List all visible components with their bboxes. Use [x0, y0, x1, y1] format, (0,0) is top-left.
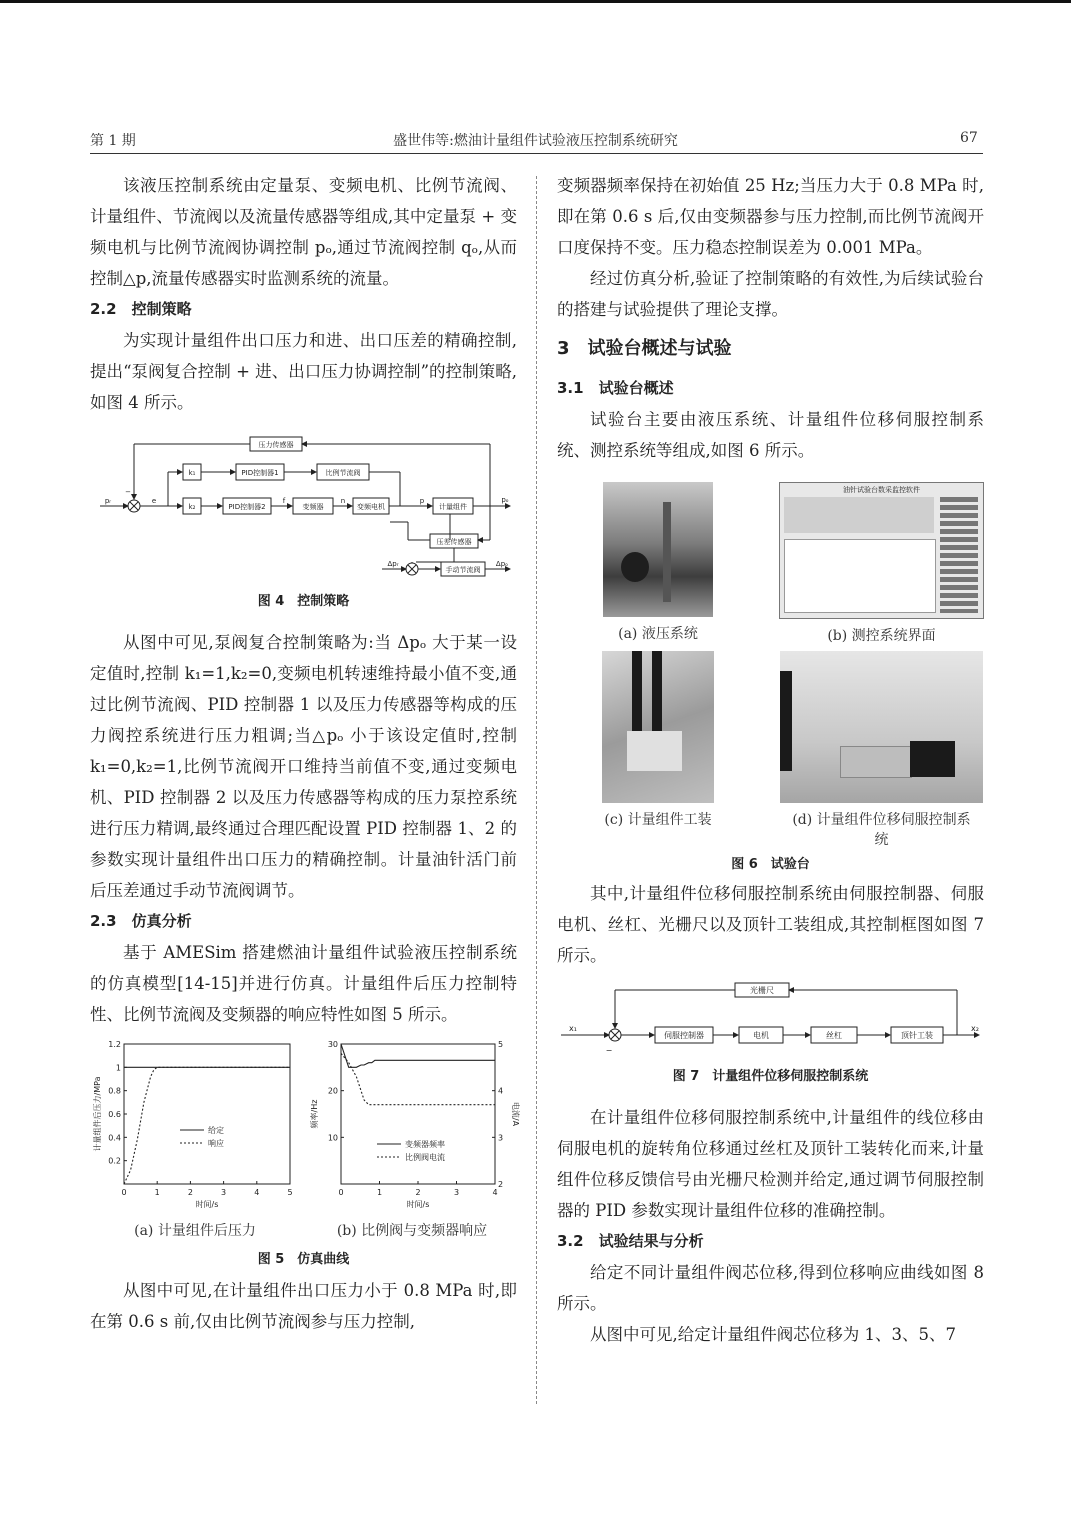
- x-tick-label: 1: [154, 1188, 160, 1197]
- legend-label: 给定: [208, 1126, 224, 1135]
- paragraph: 试验台主要由液压系统、计量组件位移伺服控制系统、测控系统等组成,如图 6 所示。: [557, 410, 984, 460]
- paragraph: 变频器频率保持在初始值 25 Hz;当压力大于 0.8 MPa 时,即在第 0.6 s 后,仅由变频器参与压力控制,而比例节流阀开口度保持不变。压力稳态控制误差为 0.001 MPa。: [557, 176, 984, 257]
- figure-7: [557, 981, 984, 1084]
- block-manual-valve: 手动节流阀: [445, 566, 481, 574]
- block-motor: 电机: [753, 1031, 769, 1040]
- section-heading-3: 3 试验台概述与试验: [557, 338, 732, 359]
- block-tooling: 顶针工装: [901, 1031, 933, 1040]
- block-pid1: PID控制器1: [241, 469, 279, 477]
- label-input: pᵣ: [104, 497, 112, 505]
- y-tick-label: 1: [115, 1063, 121, 1073]
- figure-4-caption: 图 4 控制策略: [257, 594, 350, 609]
- x-tick-label: 0: [121, 1188, 127, 1197]
- legend-label: 变频器频率: [405, 1140, 445, 1149]
- paragraph: 经过仿真分析,验证了控制策略的有效性,为后续试验台的搭建与试验提供了理论支撑。: [557, 269, 984, 319]
- figure-6b-caption: (b) 测控系统界面: [827, 628, 936, 644]
- y-tick-label: 0.6: [108, 1110, 121, 1119]
- y-tick-label: 0.8: [108, 1086, 121, 1096]
- figure-6-caption: 图 6 试验台: [731, 857, 810, 872]
- section-heading-3-2: 3.2 试验结果与分析: [557, 1232, 704, 1250]
- x-tick-label: 2: [187, 1188, 193, 1197]
- label-p: p: [419, 497, 425, 505]
- y-tick-label: 10: [327, 1133, 338, 1143]
- figure-5: [90, 1036, 520, 1267]
- label-dpo: Δpₒ: [495, 560, 509, 568]
- label-dpr: Δpᵣ: [387, 560, 399, 568]
- header-rule: [90, 153, 983, 154]
- block-motor: 变频电机: [357, 503, 385, 511]
- series-line-1: [341, 1044, 495, 1067]
- x-tick-label: 4: [492, 1188, 498, 1197]
- block-grating: 光栅尺: [750, 986, 774, 995]
- plot-frame: [124, 1044, 290, 1184]
- legend-label: 比例阀电流: [405, 1153, 445, 1162]
- photo-image: [602, 651, 714, 803]
- chart-metering-pressure: [90, 1036, 300, 1216]
- y-tick-label: 20: [327, 1086, 338, 1096]
- y-axis-label: 频率/Hz: [310, 1099, 319, 1129]
- paragraph: 基于 AMESim 搭建燃油计量组件试验液压控制系统的仿真模型[14-15]并进行仿真。计量组件后压力控制特性、比例节流阀及变频器的响应特性如图 5 所示。: [90, 943, 517, 1024]
- photo-control-ui: [779, 482, 984, 645]
- figure-5-caption: 图 5 仿真曲线: [257, 1252, 350, 1267]
- block-vfd: 变频器: [302, 503, 324, 511]
- left-column: [90, 170, 520, 1337]
- section-heading-2-2: 2.2 控制策略: [90, 300, 192, 318]
- label-input: x₁: [569, 1024, 577, 1033]
- block-proportional-valve: 比例节流阀: [325, 469, 361, 477]
- photo-servo-system: [779, 651, 984, 849]
- photo-metering-fixture: [557, 651, 759, 849]
- paragraph: 从图中可见,在计量组件出口压力小于 0.8 MPa 时,即在第 0.6 s 前,仅由比例节流阀参与压力控制,: [90, 1281, 517, 1331]
- block-k1: k₁: [188, 469, 196, 477]
- label-minus: −: [125, 488, 131, 496]
- figure-6: [557, 482, 984, 872]
- right-column: [557, 170, 984, 1350]
- label-output: pₒ: [501, 496, 509, 504]
- x-tick-label: 2: [415, 1188, 421, 1197]
- y2-tick-label: 4: [498, 1086, 504, 1096]
- servo-control-diagram: [557, 981, 984, 1057]
- x-tick-label: 5: [287, 1188, 293, 1197]
- photo-image: [603, 482, 713, 617]
- ui-title: 油针试验台数采监控软件: [843, 486, 920, 494]
- paragraph: 从图中可见,泵阀复合控制策略为:当 Δpₒ 大于某一设定值时,控制 k₁=1,k₂=0,变频电机转速维持最小值不变,通过比例节流阀、PID 控制器 1 以及压力传感器等构成的压力阀控系统进行压力粗调;当△pₒ 小于该设定值时,控制 k₁=0,k₂=1,比例节流阀开口维持当前值不变,通过变频电机、PID 控制器 2 以及压力传感器等构成的压力泵控系统进行压力精调,最终通过合理匹配设置 PID 控制器 1、2 的参数实现计量组件出口压力的精确控制。计量油针活门前后压差通过手动节流阀调节。: [90, 633, 517, 900]
- figure-5b-caption: (b) 比例阀与变频器响应: [336, 1223, 488, 1239]
- y2-axis-label: 电流/A: [511, 1101, 520, 1127]
- paragraph: 给定不同计量组件阀芯位移,得到位移响应曲线如图 8 所示。: [557, 1263, 984, 1313]
- issue-number: 第 1 期: [90, 133, 136, 149]
- series-line-2: [341, 1053, 495, 1104]
- figure-6c-caption: (c) 计量组件工装: [604, 812, 712, 828]
- label-n: n: [340, 497, 346, 505]
- section-heading-2-3: 2.3 仿真分析: [90, 912, 192, 930]
- page-number: 67: [960, 130, 978, 146]
- top-rule: [0, 0, 1071, 3]
- label-minus: −: [605, 1046, 613, 1055]
- section-heading-3-1: 3.1 试验台概述: [557, 379, 674, 397]
- column-divider: [536, 176, 537, 1404]
- running-title: 盛世伟等:燃油计量组件试验液压控制系统研究: [393, 133, 678, 149]
- x-tick-label: 3: [453, 1188, 460, 1197]
- control-strategy-diagram: [90, 432, 517, 582]
- figure-6d-caption: (d) 计量组件位移伺服控制系统: [792, 812, 971, 848]
- block-pid2: PID控制器2: [228, 503, 266, 511]
- paragraph: 从图中可见,给定计量组件阀芯位移为 1、3、5、7: [590, 1325, 956, 1344]
- block-servo-controller: 伺服控制器: [664, 1031, 704, 1040]
- x-tick-label: 4: [254, 1188, 260, 1197]
- legend-label: 响应: [208, 1139, 224, 1148]
- figure-7-caption: 图 7 计量组件位移伺服控制系统: [672, 1069, 869, 1084]
- figure-6a-caption: (a) 液压系统: [618, 626, 698, 642]
- paragraph: 其中,计量组件位移伺服控制系统由伺服控制器、伺服电机、丝杠、光栅尺以及顶针工装组成,其控制框图如图 7 所示。: [557, 884, 984, 965]
- block-k2: k₂: [188, 503, 196, 511]
- x-axis-label: 时间/s: [406, 1200, 430, 1209]
- y-tick-label: 30: [327, 1040, 338, 1049]
- photo-hydraulic-system: [557, 482, 759, 645]
- x-axis-label: 时间/s: [195, 1200, 219, 1209]
- paragraph: 在计量组件位移伺服控制系统中,计量组件的线位移由伺服电机的旋转角位移通过丝杠及顶针工装转化而来,计量组件位移反馈信号由光栅尺检测并给定,通过调节伺服控制器的 PID 参数实现计量组件位移的准确控制。: [557, 1108, 984, 1220]
- label-f: f: [282, 497, 286, 505]
- y-tick-label: 0.2: [108, 1156, 121, 1166]
- label-output: x₂: [971, 1024, 979, 1033]
- series-line-2: [124, 1067, 290, 1184]
- y2-tick-label: 5: [498, 1040, 504, 1049]
- y-axis-label: 计量组件后压力/MPa: [93, 1076, 102, 1152]
- block-pressure-sensor-bottom: 压差传感器: [436, 538, 472, 546]
- label-error: e: [151, 497, 157, 505]
- figure-5a-caption: (a) 计量组件后压力: [134, 1223, 256, 1239]
- y-tick-label: 1.2: [108, 1040, 121, 1049]
- block-lead-screw: 丝杠: [826, 1031, 842, 1040]
- x-tick-label: 0: [338, 1188, 344, 1197]
- paragraph: 为实现计量组件出口压力和进、出口压差的精确控制,提出“泵阀复合控制 + 进、出口压力协调控制”的控制策略,如图 4 所示。: [90, 331, 517, 412]
- block-pressure-sensor-top: 压力传感器: [258, 441, 294, 449]
- block-metering-unit: 计量组件: [439, 503, 467, 511]
- x-tick-label: 3: [221, 1188, 227, 1197]
- y2-tick-label: 2: [498, 1180, 504, 1189]
- figure-4: [90, 432, 517, 609]
- x-tick-label: 1: [376, 1188, 383, 1197]
- photo-image: [780, 651, 983, 803]
- y2-tick-label: 3: [498, 1133, 504, 1143]
- paragraph: 该液压控制系统由定量泵、变频电机、比例节流阀、计量组件、节流阀以及流量传感器等组成,其中定量泵 + 变频电机与比例节流阀协调控制 pₒ,通过节流阀控制 qₒ,从而控制△p,流量传感器实时监测系统的流量。: [90, 176, 517, 288]
- y-tick-label: 0.4: [108, 1133, 121, 1143]
- photo-image: [779, 482, 984, 619]
- chart-valve-vfd-response: [307, 1036, 520, 1216]
